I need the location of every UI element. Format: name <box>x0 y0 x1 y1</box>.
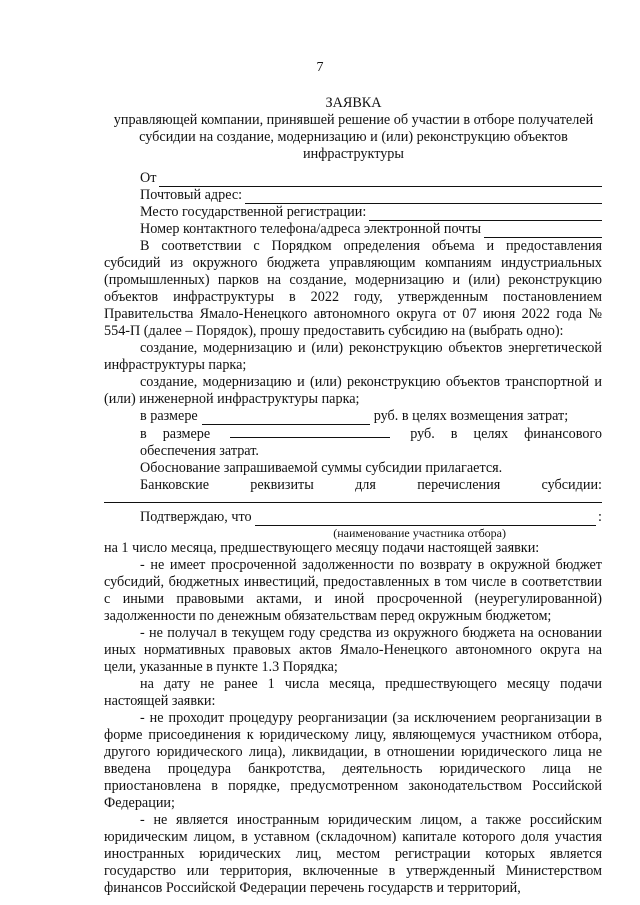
confirm-suffix: : <box>598 509 602 525</box>
from-line <box>104 170 602 187</box>
bank-details-blank[interactable] <box>104 494 602 503</box>
registration-label: Место государственной регистрации: <box>140 204 367 220</box>
heading <box>105 95 602 163</box>
amount1-line <box>104 408 602 425</box>
item-no-funds: - не получал в текущем году средства из окружного бюджета на основании иных нормативных правовых актов Ямало-Ненецкого автономного округа на цели, указанные в пункте 1.3 Порядка; <box>104 625 602 675</box>
intro-paragraph: В соответствии с Порядком определения объема и предоставления субсидий из окружного бюджета управляющим компаниям индустриальных (промышленных) парков на создание, модернизацию и (или) реконструкцию объектов инфраструктуры в 2022 году, утвержденным постановлением Правительства Ямало-Ненецкого автономного округа от 07 июня 2022 года № 554-П (далее – Порядок), прошу предоставить субсидию на (выбрать одно): <box>104 238 602 339</box>
option-transport: создание, модернизацию и (или) реконструкцию объектов транспортной и (или) инженерной инфраструктуры парка; <box>104 374 602 407</box>
address-label: Почтовый адрес: <box>140 187 243 203</box>
amount1-blank[interactable] <box>202 412 370 425</box>
item-no-reorg: - не проходит процедуру реорганизации (за исключением реорганизации в форме присоединения к юридическому лицу, являющемуся участником отбора, другого юридического лица), ликвидации, в отношении юридического лица не введена процедура банкротства, деятельность юридического лица не приостановлена в порядке, предусмотренном законодательством Российской Федерации; <box>104 710 602 811</box>
amount1-suffix: руб. в целях возмещения затрат; <box>373 408 569 424</box>
document-subtitle: управляющей компании, принявшей решение об участии в отборе получателей субсидии на создание, модернизацию и (или) реконструкцию объектов инфраструктуры <box>113 112 594 162</box>
amount2-blank[interactable] <box>230 425 390 438</box>
address-line <box>104 187 602 204</box>
amount2-prefix: в размере <box>140 426 211 442</box>
amount1-prefix: в размере <box>140 408 198 424</box>
contact-blank[interactable] <box>484 225 602 238</box>
confirm-line <box>104 509 602 526</box>
as-of-first: на 1 число месяца, предшествующего месяцу подачи настоящей заявки: <box>104 540 540 556</box>
amount2-suffix: руб. в целях финансового обеспечения затрат. <box>140 426 603 459</box>
page-number: 7 <box>316 60 324 75</box>
confirm-prefix: Подтверждаю, что <box>140 509 252 525</box>
participant-note: (наименование участника отбора) <box>333 526 506 540</box>
as-of-date: на дату не ранее 1 числа месяца, предшествующего месяцу подачи настоящей заявки: <box>104 676 602 709</box>
item-no-debt: - не имеет просроченной задолженности по возврату в окружной бюджет субсидий, бюджетных инвестиций, предоставленных в том числе в соответствии с иными правовыми актами, и иной просроченной (неурегулированной) задолженности по денежным обязательствам перед окружным бюджетом; <box>104 557 602 624</box>
registration-line <box>104 204 602 221</box>
amount2-block <box>104 425 602 460</box>
option-energy: создание, модернизацию и (или) реконструкцию объектов энергетической инфраструктуры парка; <box>104 340 602 373</box>
registration-blank[interactable] <box>369 208 602 221</box>
bank-details-label: Банковские реквизиты для перечисления субсидии: <box>140 477 602 493</box>
item-not-foreign: - не является иностранным юридическим лицом, а также российским юридическим лицом, в уставном (складочном) капитале которого доля участия иностранных юридических лиц, местом регистрации которых является государство или территория, включенные в утвержденный Министерством финансов Российской Федерации перечень государств и территорий, <box>104 812 602 896</box>
justification: Обоснование запрашиваемой суммы субсидии прилагается. <box>140 460 503 476</box>
address-blank[interactable] <box>245 191 602 204</box>
from-blank[interactable] <box>159 174 602 187</box>
document-body <box>104 170 602 897</box>
contact-line <box>104 221 602 238</box>
document-title: ЗАЯВКА <box>325 95 382 111</box>
confirm-blank[interactable] <box>255 513 596 526</box>
contact-label: Номер контактного телефона/адреса электронной почты <box>140 221 482 237</box>
from-label: От <box>140 170 157 186</box>
